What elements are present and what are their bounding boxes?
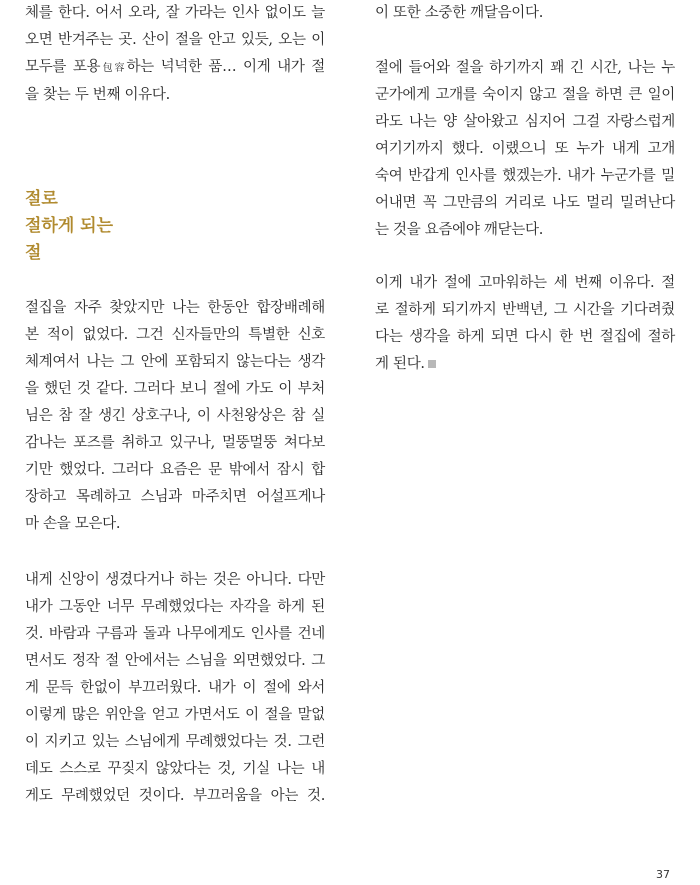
text-line: 을 찾는 두 번째 이유다.: [25, 87, 170, 103]
text-line: 군가에게 고개를 숙이지 않고 절을 하면 큰 일이: [375, 87, 675, 103]
heading-line: 절로: [25, 189, 58, 209]
text-line: 면서도 정작 절 안에서는 스님을 외면했었다. 그: [25, 653, 325, 669]
text-line: 체를 한다. 어서 오라, 잘 가라는 인사 없이도 늘: [25, 5, 325, 21]
heading-line: 절하게 되는: [25, 216, 114, 236]
text-segment: 모두를 포용: [25, 59, 101, 75]
text-line: 감나는 포즈를 취하고 있구나, 멀뚱멀뚱 쳐다보: [25, 435, 325, 451]
text-segment: 게 된다.: [375, 356, 425, 372]
text-line: 다는 생각을 하게 되면 다시 한 번 절집에 절하: [375, 329, 675, 345]
right-paragraph-2: [375, 55, 675, 244]
text-line: 오면 반겨주는 곳. 산이 절을 안고 있듯, 오는 이: [25, 32, 325, 48]
text-line: 절에 들어와 절을 하기까지 꽤 긴 시간, 나는 누: [375, 60, 675, 76]
text-line: 어내면 꼭 그만큼의 거리로 나도 멀리 밀려난다: [375, 195, 675, 211]
text-line: 것. 바람과 구름과 돌과 나무에게도 인사를 건네: [25, 626, 325, 642]
text-line: 데도 스스로 꾸짖지 않았다는 것, 기실 나는 내: [25, 761, 325, 777]
text-line: 체계여서 나는 그 안에 포함되지 않는다는 생각: [25, 354, 325, 370]
section-heading: [25, 186, 325, 267]
left-paragraph-3: [25, 567, 325, 810]
text-line: 을 했던 것 같다. 그러다 보니 절에 가도 이 부처: [25, 381, 325, 397]
text-line: 기만 했었다. 그러다 요즘은 문 밖에서 잠시 합: [25, 462, 325, 478]
text-line: 이게 내가 절에 고마워하는 세 번째 이유다. 절: [375, 275, 675, 291]
text-segment: 하는 넉넉한 품… 이게 내가 절: [126, 59, 325, 75]
text-line: 는 것을 요즘에야 깨닫는다.: [375, 222, 544, 238]
text-line: 장하고 목례하고 스님과 마주치면 어설프게나: [25, 489, 325, 505]
text-line: 본 적이 없었다. 그건 신자들만의 특별한 신호: [25, 327, 325, 343]
left-paragraph-2: [25, 295, 325, 538]
text-line: 숙여 반갑게 인사를 했겠는가. 내가 누군가를 밀: [375, 168, 675, 184]
text-line: 로 절하게 되기까지 반백년, 그 시간을 기다려줬: [375, 302, 675, 318]
hanja-annotation: 包容: [100, 63, 127, 74]
text-line: 이 지키고 있는 스님에게 무례했었다는 것. 그런: [25, 734, 325, 750]
text-line: 게 문득 한없이 부끄러웠다. 내가 이 절에 와서: [25, 680, 325, 696]
end-of-article-square-icon: [428, 360, 436, 368]
text-line: 이 또한 소중한 깨달음이다.: [375, 5, 544, 21]
text-line: 절집을 자주 찾았지만 나는 한동안 합장배례해: [25, 300, 325, 316]
text-line: 게도 무례했었던 것이다. 부끄러움을 아는 것.: [25, 788, 325, 804]
text-line-final: [375, 351, 675, 378]
text-line: 라도 나는 양 살아왔고 심지어 그걸 자랑스럽게: [375, 114, 675, 130]
left-paragraph-1: [25, 0, 325, 109]
text-line: 여기기까지 했다. 이랬으니 또 누가 내게 고개: [375, 141, 675, 157]
text-line: 이렇게 많은 위안을 얻고 가면서도 이 절을 말없: [25, 707, 325, 723]
text-line-with-hanja: [25, 54, 325, 82]
text-line: 마 손을 모은다.: [25, 516, 121, 532]
text-line: 내게 신앙이 생겼다거나 하는 것은 아니다. 다만: [25, 572, 325, 588]
text-line: 님은 참 잘 생긴 상호구나, 이 사천왕상은 참 실: [25, 408, 325, 424]
heading-line: 절: [25, 243, 42, 263]
right-paragraph-3: [375, 270, 675, 378]
text-line: 내가 그동안 너무 무례했었다는 자각을 하게 된: [25, 599, 325, 615]
page-number: 37: [656, 868, 670, 881]
right-paragraph-1: [375, 0, 675, 27]
